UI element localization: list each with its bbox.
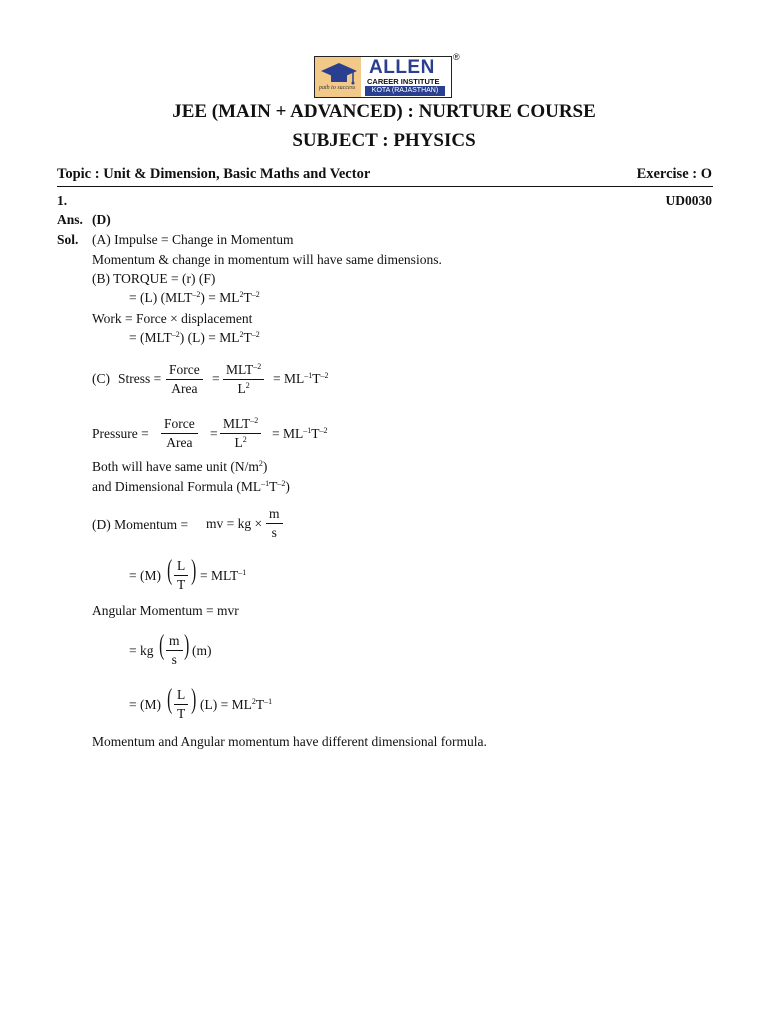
paren-open: ( <box>167 555 173 586</box>
paren-close: ) <box>191 555 197 586</box>
paren-open: ( <box>167 684 173 715</box>
answer-label: Ans. <box>57 212 83 227</box>
angular-step2-lhs: = (M) <box>129 697 161 712</box>
registered-mark: ® <box>453 52 460 62</box>
exercise-label: Exercise : O <box>636 166 712 182</box>
paren-open: ( <box>159 630 165 661</box>
momentum-fraction: $\frac{m}{s}$ <box>266 506 283 541</box>
sol-a-line2: Momentum & change in momentum will have same dimensions. <box>92 252 442 267</box>
dim-formula-line: and Dimensional Formula $(ML^{-1}T^{-2})$ <box>92 479 290 494</box>
angular-step1-lhs: = kg <box>129 643 154 658</box>
mortarboard-icon <box>315 57 361 97</box>
momentum-mv: mv = kg × <box>206 516 263 531</box>
answer-value: (D) <box>92 212 111 227</box>
logo-place: KOTA (RAJASTHAN) <box>365 86 445 96</box>
stress-equals: = <box>212 371 220 386</box>
pressure-equals: = <box>210 426 218 441</box>
topic-label: Topic <box>57 166 92 182</box>
course-title: JEE (MAIN + ADVANCED) : NURTURE COURSE <box>172 101 596 122</box>
angular-momentum-label: Angular Momentum = mvr <box>92 603 239 618</box>
pressure-fraction-2: $MLT^{-2}$ $L^2$ <box>220 416 261 451</box>
paren-close: ) <box>184 630 190 661</box>
angular-step2-result: $(L) = ML^2T^{-1}$ <box>200 697 273 712</box>
topic-value: : Unit & Dimension, Basic Maths and Vector <box>94 166 371 182</box>
sol-c-label: (C) <box>92 371 110 386</box>
pressure-fraction-1: Force Area <box>161 416 198 451</box>
pressure-result: = $ML^{-1}T^{-2}$ <box>272 426 328 441</box>
question-code: UD0030 <box>665 193 712 208</box>
sol-a-line1: (A) Impulse = Change in Momentum <box>92 232 294 247</box>
momentum-label: (D) Momentum = <box>92 517 189 532</box>
question-number: 1. <box>57 193 68 208</box>
same-unit-line: Both will have same unit $(N/m^2)$ <box>92 459 268 474</box>
pressure-lhs: Pressure = <box>92 426 149 441</box>
subject-title: SUBJECT : PHYSICS <box>292 130 476 151</box>
stress-result: = $ML^{-1}T^{-2}$ <box>273 371 329 386</box>
logo-text-block <box>361 57 451 97</box>
sol-work-line1: Work = Force × displacement <box>92 311 253 326</box>
topic-divider <box>57 186 713 187</box>
conclusion-line: Momentum and Angular momentum have different dimensional formula. <box>92 734 487 749</box>
sol-b-line2: = (L) $(MLT^{-2}) = ML^2T^{-2}$ <box>129 290 260 305</box>
angular-step2-fraction: $\frac{L}{T}$ <box>174 687 188 722</box>
logo-brand: ALLEN <box>369 57 435 78</box>
sol-work-line2: = $(MLT^{-2}) (L) = ML^2T^{-2}$ <box>129 330 260 345</box>
momentum-dim-result: = $MLT^{-1}$ <box>200 568 247 583</box>
angular-step1-fraction: $\frac{m}{s}$ <box>166 633 183 668</box>
momentum-dim-lhs: = (M) <box>129 568 161 583</box>
stress-fraction-1: Force Area <box>166 362 203 397</box>
stress-lhs: Stress = <box>118 371 162 386</box>
sol-b-line1: (B) TORQUE = (r) (F) <box>92 271 216 286</box>
logo-tagline: path to success <box>319 85 356 91</box>
paren-close: ) <box>191 684 197 715</box>
solution-label: Sol. <box>57 232 79 247</box>
momentum-dim-fraction: $\frac{L}{T}$ <box>174 558 188 593</box>
logo-institute: CAREER INSTITUTE <box>367 77 440 86</box>
logo-emblem <box>315 57 361 97</box>
topic-line <box>57 166 370 183</box>
angular-step1-rhs: (m) <box>192 643 212 658</box>
allen-logo <box>314 56 452 98</box>
stress-fraction-2: $MLT^{-2}$ $L^2$ <box>223 362 264 397</box>
